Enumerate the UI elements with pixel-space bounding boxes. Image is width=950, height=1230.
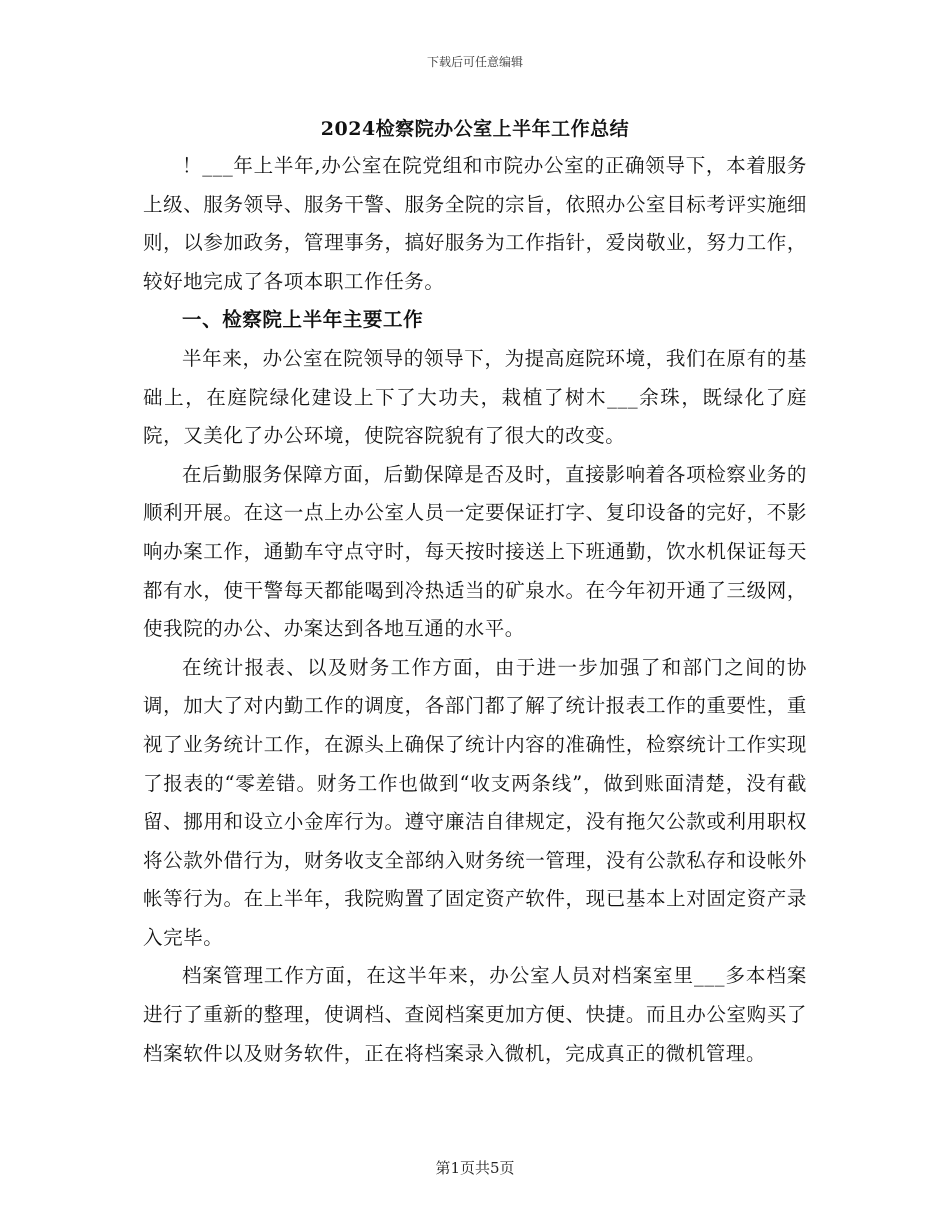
body-paragraph-archives: 档案管理工作方面，在这半年来，办公室人员对档案室里___多本档案进行了重新的整理，使调档、查阅档案更加方便、快捷。而且办公室购买了档案软件以及财务软件，正在将档案录入微机，完成真正的微机管理。	[143, 964, 807, 1065]
intro-paragraph: ！___年上半年,办公室在院党组和市院办公室的正确领导下，本着服务上级、服务领导、服务干警、服务全院的宗旨，依照办公室目标考评实施细则，以参加政务，管理事务，搞好服务为工作指针，爱岗敬业，努力工作，较好地完成了各项本职工作任务。	[143, 154, 807, 293]
body-paragraph-finance: 在统计报表、以及财务工作方面，由于进一步加强了和部门之间的协调，加大了对内勤工作的调度，各部门都了解了统计报表工作的重要性，重视了业务统计工作，在源头上确保了统计内容的准确性，检察统计工作实现了报表的“零差错。财务工作也做到“收支两条线”，做到账面清楚，没有截留、挪用和设立小金库行为。遵守廉洁自律规定，没有拖欠公款或利用职权将公款外借行为，财务收支全部纳入财务统一管理，没有公款私存和设帐外帐等行为。在上半年，我院购置了固定资产软件，现已基本上对固定资产录入完毕。	[143, 655, 807, 949]
document-title: 2024检察院办公室上半年工作总结	[320, 118, 630, 140]
document-body	[143, 147, 807, 1073]
body-paragraph-greening: 半年来，办公室在院领导的领导下，为提高庭院环境，我们在原有的基础上，在庭院绿化建设上下了大功夫，栽植了树木___余珠，既绿化了庭院，又美化了办公环境，使院容院貌有了很大的改变。	[143, 346, 807, 448]
section-heading: 一、检察院上半年主要工作	[182, 308, 424, 332]
body-paragraph-logistics: 在后勤服务保障方面，后勤保障是否及时，直接影响着各项检察业务的顺利开展。在这一点上办公室人员一定要保证打字、复印设备的完好，不影响办案工作，通勤车守点守时，每天按时接送上下班通勤，饮水机保证每天都有水，使干警每天都能喝到冷热适当的矿泉水。在今年初开通了三级网，使我院的办公、办案达到各地互通的水平。	[143, 462, 807, 641]
page-header-note: 下载后可任意编辑	[426, 55, 523, 69]
page-number: 第1页共5页	[435, 1159, 515, 1177]
